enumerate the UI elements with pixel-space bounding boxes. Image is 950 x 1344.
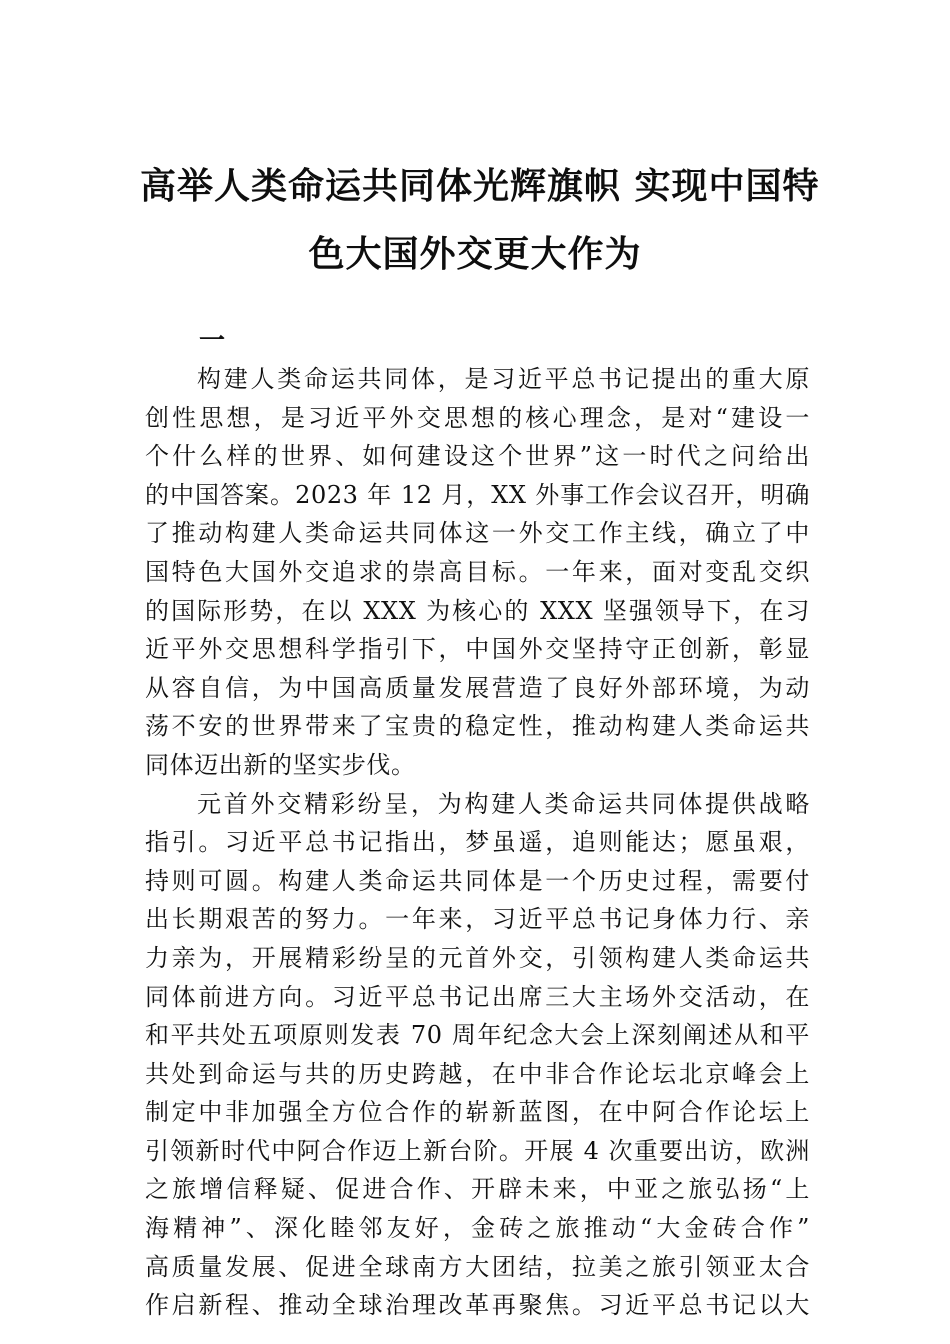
paragraph-2-line: 出长期艰苦的努力。一年来，习近平总书记身体力行、亲 [145,905,810,934]
paragraph-2-line: 引领新时代中阿合作迈上新台阶。开展 4 次重要出访，欧洲 [145,1136,810,1165]
paragraph-2-line: 高质量发展、促进全球南方大团结，拉美之旅引领亚太合 [145,1252,810,1281]
paragraph-1-line: 国特色大国外交追求的崇高目标。一年来，面对变乱交织 [145,557,810,586]
paragraph-1-line: 的中国答案。2023 年 12 月，XX 外事工作会议召开，明确 [145,480,810,509]
paragraph-2-line: 海精神”、深化睦邻友好，金砖之旅推动“大金砖合作” [145,1214,810,1243]
paragraph-1-line: 近平外交思想科学指引下，中国外交坚持守正创新，彰显 [145,635,810,664]
paragraph-2-line: 作启新程、推动全球治理改革再聚焦。习近平总书记以大 [145,1291,810,1320]
paragraph-1-line: 同体迈出新的坚实步伐。 [145,750,416,779]
paragraph-1-line: 创性思想，是习近平外交思想的核心理念，是对“建设一 [145,403,810,432]
paragraph-1-line: 构建人类命运共同体，是习近平总书记提出的重大原 [197,365,810,393]
document-title-line-2: 色大国外交更大作为 [308,233,642,275]
paragraph-1-line: 从容自信，为中国高质量发展营造了良好外部环境，为动 [145,673,810,702]
paragraph-2-line: 制定中非加强全方位合作的崭新蓝图，在中阿合作论坛上 [145,1098,810,1127]
paragraph-2-line: 指引。习近平总书记指出，梦虽遥，追则能达；愿虽艰， [145,828,810,857]
body-text [145,360,810,1325]
paragraph-1-line: 的国际形势，在以 XXX 为核心的 XXX 坚强领导下，在习 [145,596,810,625]
paragraph-2-line: 和平共处五项原则发表 70 周年纪念大会上深刻阐述从和平 [145,1021,810,1050]
paragraph-2-line: 同体前进方向。习近平总书记出席三大主场外交活动，在 [145,982,810,1011]
section-number: 一 [199,326,226,356]
paragraph-2-line: 共处到命运与共的历史跨越，在中非合作论坛北京峰会上 [145,1059,810,1088]
paragraph-2-line: 力亲为，开展精彩纷呈的元首外交，引领构建人类命运共 [145,943,810,972]
document-title-line-1: 高举人类命运共同体光辉旗帜 实现中国特 [140,165,820,207]
paragraph-2-line: 元首外交精彩纷呈，为构建人类命运共同体提供战略 [197,789,810,818]
paragraph-1-line: 了推动构建人类命运共同体这一外交工作主线，确立了中 [145,519,810,548]
paragraph-1-line: 个什么样的世界、如何建设这个世界”这一时代之问给出 [145,442,810,471]
paragraph-2-line: 之旅增信释疑、促进合作、开辟未来，中亚之旅弘扬“上 [145,1175,810,1204]
paragraph-2-line: 持则可圆。构建人类命运共同体是一个历史过程，需要付 [145,866,810,895]
paragraph-1-line: 荡不安的世界带来了宝贵的稳定性，推动构建人类命运共 [145,712,810,741]
